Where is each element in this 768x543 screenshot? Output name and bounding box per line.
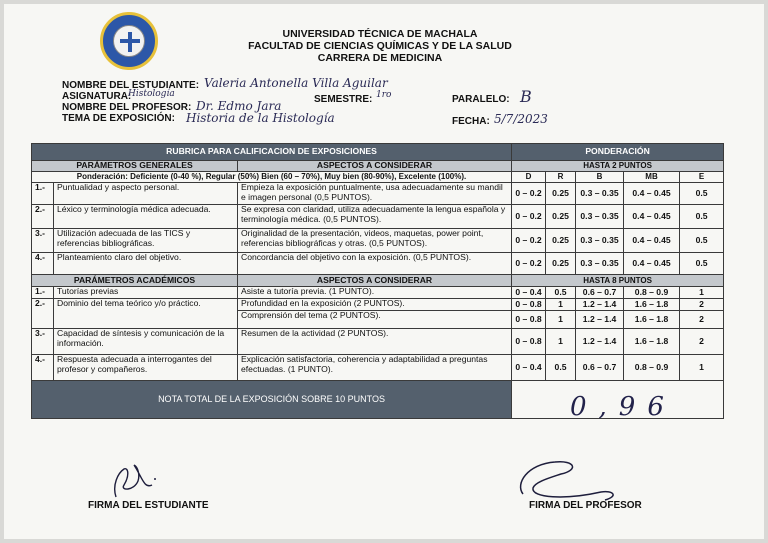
score-cell: 0 – 0.4: [512, 355, 546, 381]
score-cell: 0.5: [680, 183, 724, 205]
date-value: 5/7/2023: [494, 112, 548, 126]
table-row: [32, 253, 724, 275]
param-cell: Capacidad de síntesis y comunicación de la información.: [54, 329, 238, 355]
table-row: [32, 287, 724, 299]
aspect-cell: Asiste a tutoría previa. (1 PUNTO).: [238, 287, 512, 299]
score-cell: 0.25: [546, 205, 576, 229]
row-number: 1.-: [32, 183, 54, 205]
score-cell: 0 – 0.8: [512, 311, 546, 329]
param-cell: Utilización adecuada de las TICS y referencias bibliográficas.: [54, 229, 238, 253]
param-cell: Tutorías previas: [54, 287, 238, 299]
score-cell: 0.25: [546, 253, 576, 275]
score-cell: 2: [680, 311, 724, 329]
score-cell: 0 – 0.2: [512, 253, 546, 275]
param-cell: Dominio del tema teórico y/o práctico.: [54, 299, 238, 329]
rubric-title: RUBRICA PARA CALIFICACION DE EXPOSICIONES: [32, 144, 512, 161]
score-cell: 2: [680, 299, 724, 311]
score-cell: 0.25: [546, 183, 576, 205]
score-cell: 0.3 – 0.35: [576, 205, 624, 229]
score-cell: 0.3 – 0.35: [576, 183, 624, 205]
aspects-header: ASPECTOS A CONSIDERAR: [238, 161, 512, 172]
score-cell: 0 – 0.4: [512, 287, 546, 299]
semester-value: 1ro: [376, 90, 392, 100]
student-signature-label: FIRMA DEL ESTUDIANTE: [88, 500, 209, 511]
score-cell: 0.4 – 0.45: [624, 253, 680, 275]
subject-value: Histología: [128, 89, 175, 99]
university-name: UNIVERSIDAD TÉCNICA DE MACHALA: [282, 28, 478, 40]
aspect-cell: Explicación satisfactoria, coherencia y adaptabilidad a preguntas efectuadas. (1 PUNTO).: [238, 355, 512, 381]
score-cell: 0.5: [680, 205, 724, 229]
date-label: FECHA:: [452, 116, 490, 127]
career-name: CARRERA DE MEDICINA: [317, 52, 443, 64]
param-cell: Puntualidad y aspecto personal.: [54, 183, 238, 205]
semester-label: SEMESTRE:: [314, 94, 373, 105]
aspect-cell: Se expresa con claridad, utiliza adecuadamente la lengua española y terminología médica. (0,5 PUNTOS).: [238, 205, 512, 229]
score-cell: 0.8 – 0.9: [624, 355, 680, 381]
level-mb: MB: [624, 172, 680, 183]
row-number: 2.-: [32, 205, 54, 229]
score-cell: 1.2 – 1.4: [576, 329, 624, 355]
row-number: 2.-: [32, 299, 54, 329]
score-cell: 0.5: [546, 355, 576, 381]
score-cell: 1: [546, 329, 576, 355]
row-number: 4.-: [32, 253, 54, 275]
param-cell: Léxico y terminología médica adecuada.: [54, 205, 238, 229]
score-cell: 1: [680, 355, 724, 381]
param-cell: Respuesta adecuada a interrogantes del profesor y compañeros.: [54, 355, 238, 381]
score-cell: 0.3 – 0.35: [576, 229, 624, 253]
row-number: 3.-: [32, 229, 54, 253]
subject-label: ASIGNATURA:: [62, 91, 132, 102]
score-cell: 0 – 0.2: [512, 229, 546, 253]
score-cell: 1.6 – 1.8: [624, 311, 680, 329]
level-e: E: [680, 172, 724, 183]
level-b: B: [576, 172, 624, 183]
row-number: 1.-: [32, 287, 54, 299]
param-cell: Planteamiento claro del objetivo.: [54, 253, 238, 275]
row-number: 4.-: [32, 355, 54, 381]
aspect-cell: Concordancia del objetivo con la exposición. (0,5 PUNTOS).: [238, 253, 512, 275]
row-number: 3.-: [32, 329, 54, 355]
table-row: [32, 183, 724, 205]
score-cell: 0.5: [680, 253, 724, 275]
rubric-table: [31, 143, 724, 419]
level-d: D: [512, 172, 546, 183]
table-row: [32, 205, 724, 229]
score-cell: 1.6 – 1.8: [624, 299, 680, 311]
aspect-cell: Resumen de la actividad (2 PUNTOS).: [238, 329, 512, 355]
table-row: [32, 355, 724, 381]
max-2-points-header: HASTA 2 PUNTOS: [512, 161, 724, 172]
score-cell: 0.5: [680, 229, 724, 253]
aspect-cell: Comprensión del tema (2 PUNTOS).: [238, 311, 512, 329]
aspect-cell: Originalidad de la presentación, videos, maquetas, power point, referencias bibliográficas y otras. (0,5 PUNTOS).: [238, 229, 512, 253]
teacher-name-value: Dr. Edmo Jara: [196, 99, 282, 113]
scale-note: Ponderación: Deficiente (0-40 %), Regular (50%) Bien (60 – 70%), Muy bien (80-90%), Excelente (100%).: [32, 172, 512, 183]
table-row: [32, 229, 724, 253]
score-cell: 0.6 – 0.7: [576, 287, 624, 299]
score-cell: 0.5: [546, 287, 576, 299]
score-cell: 1.2 – 1.4: [576, 299, 624, 311]
score-cell: 0.4 – 0.45: [624, 205, 680, 229]
score-cell: 0 – 0.2: [512, 183, 546, 205]
faculty-name: FACULTAD DE CIENCIAS QUÍMICAS Y DE LA SALUD: [248, 40, 512, 52]
topic-label: TEMA DE EXPOSICIÓN:: [62, 113, 175, 124]
score-cell: 0.6 – 0.7: [576, 355, 624, 381]
score-cell: 1: [680, 287, 724, 299]
aspect-cell: Profundidad en la exposición (2 PUNTOS).: [238, 299, 512, 311]
score-cell: 0 – 0.2: [512, 205, 546, 229]
score-cell: 0.8 – 0.9: [624, 287, 680, 299]
score-cell: 2: [680, 329, 724, 355]
score-cell: 1: [546, 311, 576, 329]
score-cell: 0.4 – 0.45: [624, 229, 680, 253]
score-cell: 0.4 – 0.45: [624, 183, 680, 205]
score-cell: 1: [546, 299, 576, 311]
general-params-header: PARÁMETROS GENERALES: [32, 161, 238, 172]
score-cell: 0 – 0.8: [512, 329, 546, 355]
total-score-label: NOTA TOTAL DE LA EXPOSICIÓN SOBRE 10 PUNTOS: [32, 381, 512, 419]
level-r: R: [546, 172, 576, 183]
academic-aspects-header: ASPECTOS A CONSIDERAR: [238, 275, 512, 287]
max-8-points-header: HASTA 8 PUNTOS: [512, 275, 724, 287]
topic-value: Historia de la Histología: [186, 111, 335, 125]
parallel-value: B: [520, 87, 532, 106]
student-label: NOMBRE DEL ESTUDIANTE:: [62, 80, 200, 91]
student-name-value: Valeria Antonella Villa Aguilar: [204, 76, 388, 90]
score-cell: 1.2 – 1.4: [576, 311, 624, 329]
parallel-label: PARALELO:: [452, 94, 510, 105]
table-row: [32, 329, 724, 355]
score-cell: 0 – 0.8: [512, 299, 546, 311]
score-cell: 0.3 – 0.35: [576, 253, 624, 275]
academic-params-header: PARÁMETROS ACADÉMICOS: [32, 275, 238, 287]
aspect-cell: Empieza la exposición puntualmente, usa adecuadamente su mandil e imagen personal (0,5 PUNTOS).: [238, 183, 512, 205]
score-cell: 1.6 – 1.8: [624, 329, 680, 355]
teacher-signature-label: FIRMA DEL PROFESOR: [529, 500, 642, 511]
teacher-label: NOMBRE DEL PROFESOR:: [62, 102, 192, 113]
student-signature-image: [94, 455, 184, 505]
weighting-header: PONDERACIÓN: [512, 144, 724, 161]
table-row: [32, 299, 724, 311]
score-cell: 0.25: [546, 229, 576, 253]
total-score-value: 0,96: [570, 392, 676, 422]
